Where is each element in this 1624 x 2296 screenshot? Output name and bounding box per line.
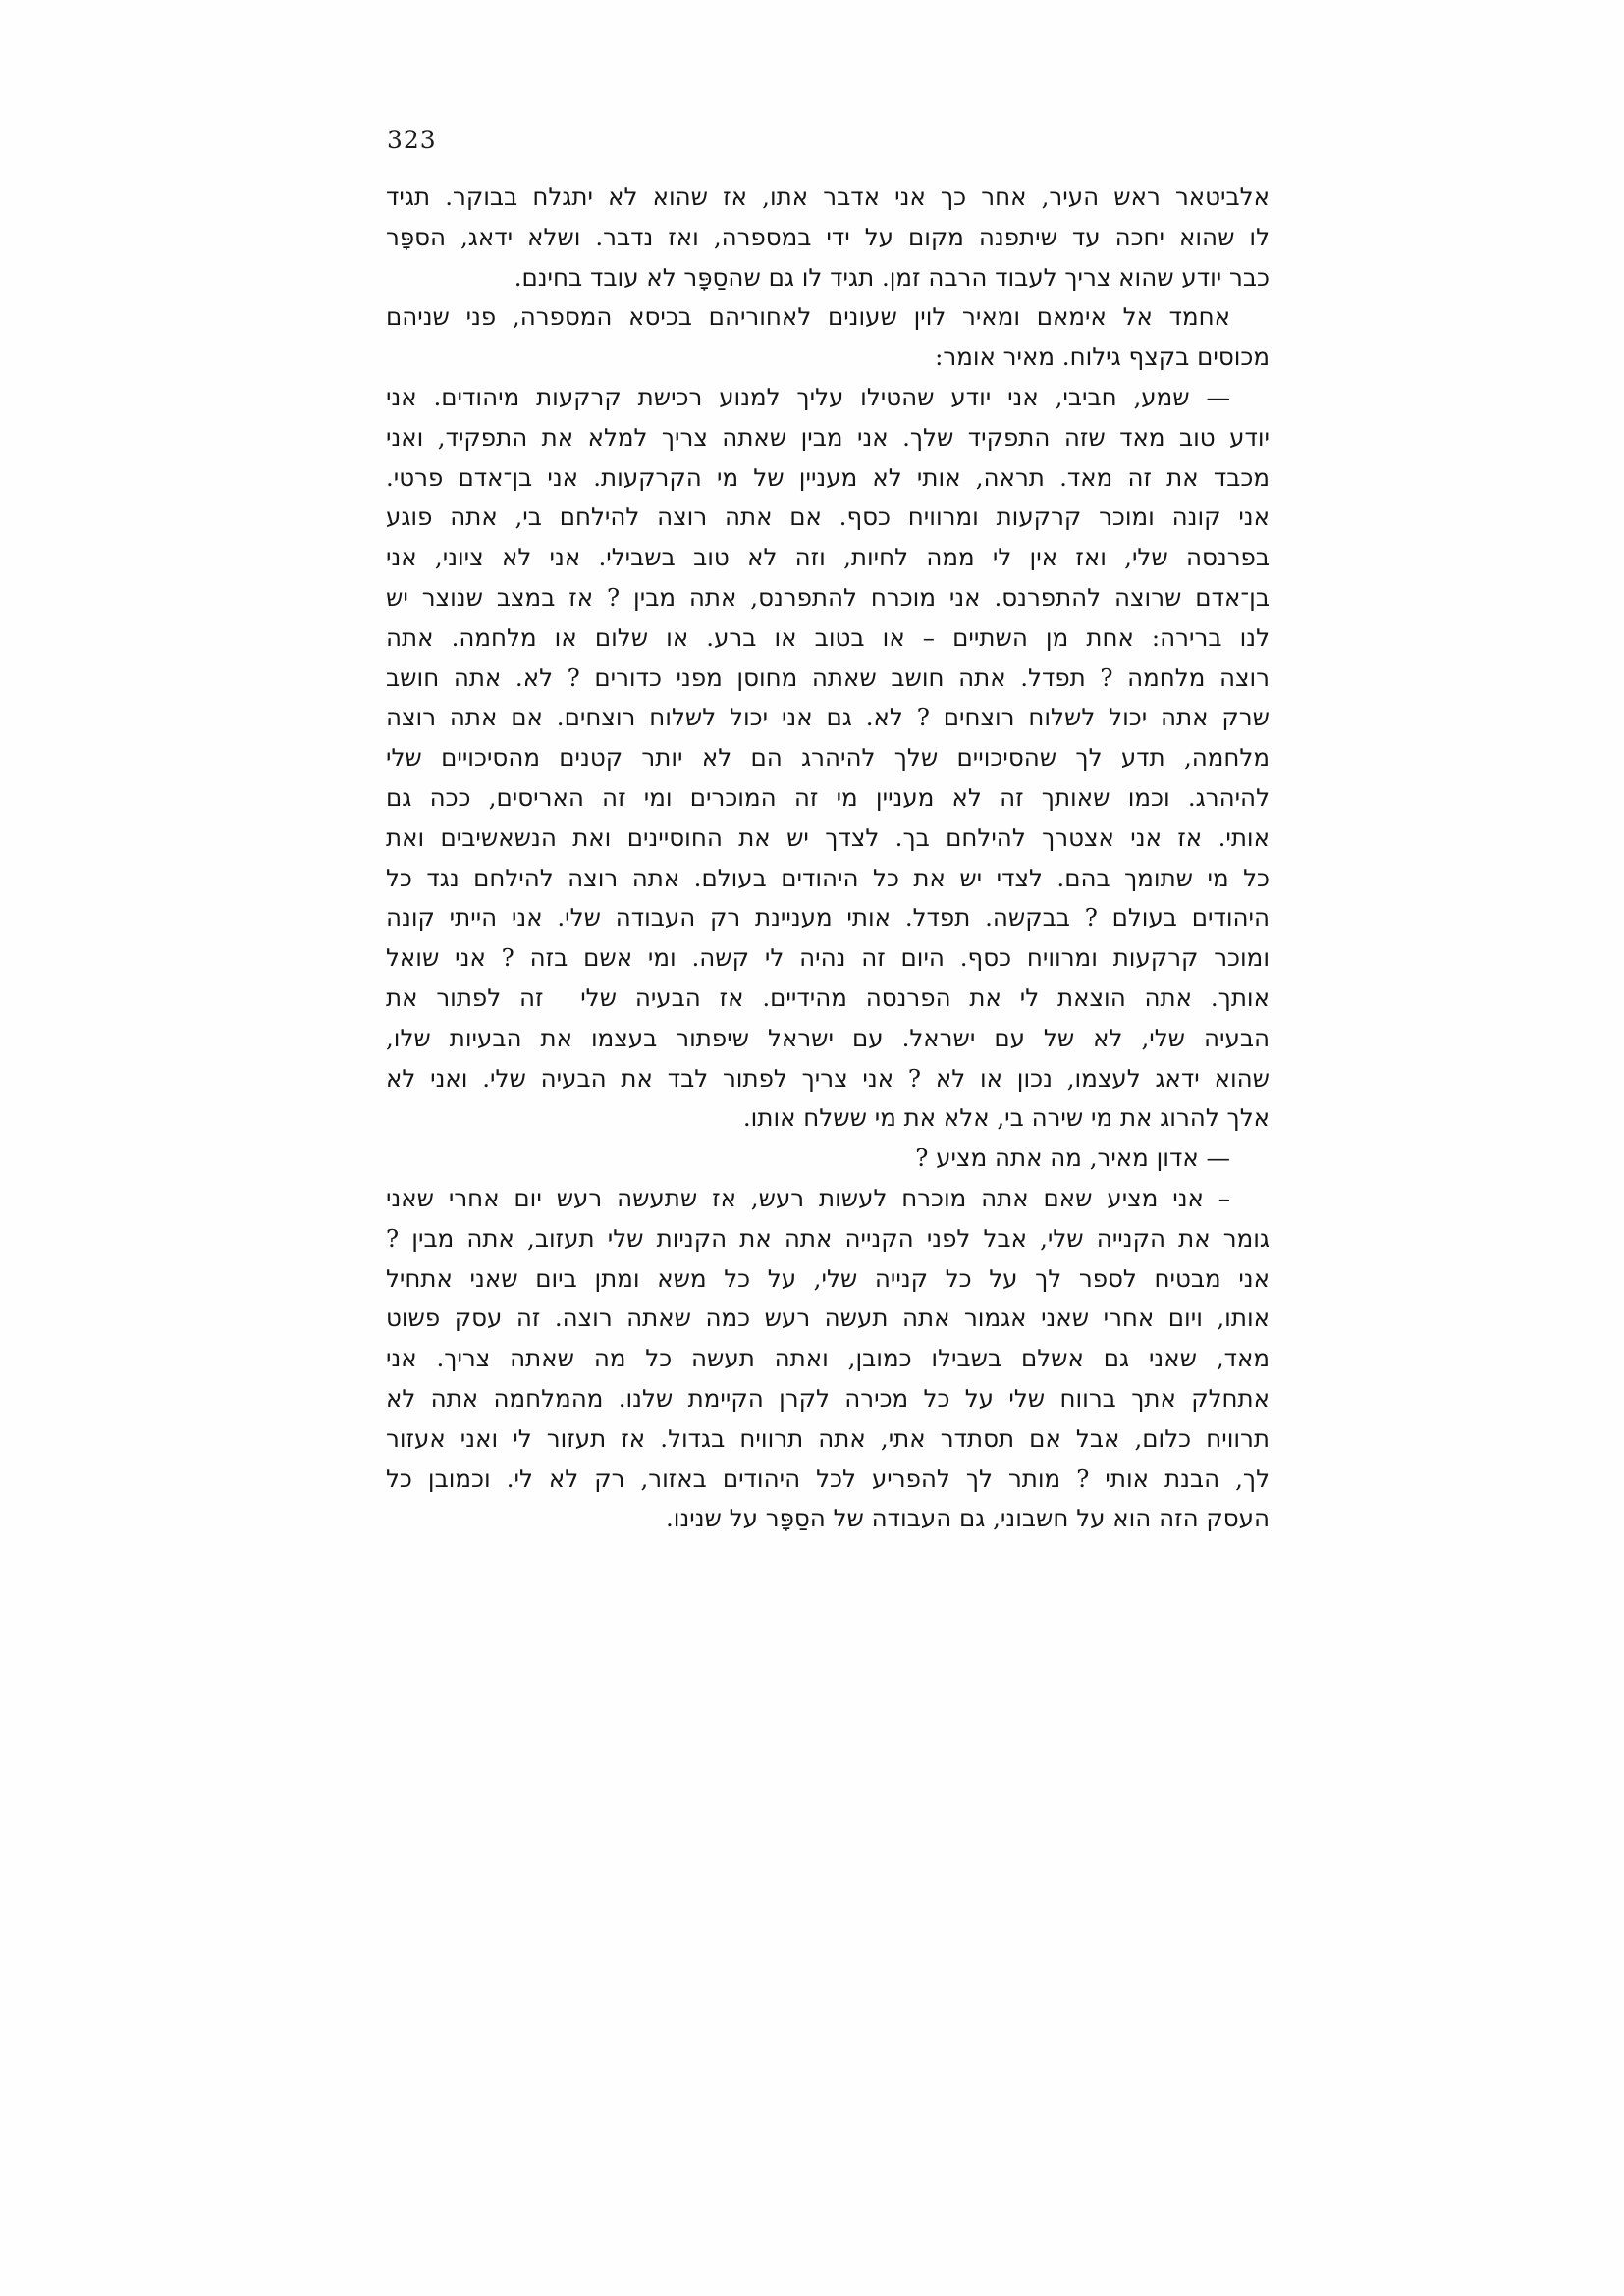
text-line: הבעיה שלי, לא של עם ישראל. עם ישראל שיפתור בעצמו את הבעיות שלו,	[386, 1023, 1270, 1052]
paragraph	[386, 1179, 1270, 1539]
text-line: — אדון מאיר, מה אתה מציע ?	[915, 1144, 1230, 1173]
text-line: אחמד אל אימאם ומאיר לוין שעונים לאחוריהם בכיסא המספרה, פני שניהם	[386, 302, 1230, 332]
text-line: בפרנסה שלי, ואז אין לי ממה לחיות, וזה לא טוב בשבילי. אני לא ציוני, אני	[386, 543, 1270, 572]
text-line: אותך. אתה הוצאת לי את הפרנסה מהידיים. אז הבעיה שלי זה לפתור את	[386, 983, 1270, 1012]
text-line: ומוכר קרקעות ומרוויח כסף. היום זה נהיה לי קשה. ומי אשם בזה ? אני שואל	[386, 943, 1270, 973]
text-line: גומר את הקנייה שלי, אבל לפני הקנייה אתה את הקניות שלי תעזוב, אתה מבין ?	[386, 1223, 1270, 1253]
text-line: רוצה מלחמה ? תפדל. אתה חושב שאתה מחוסן מפני כדורים ? לא. אתה חושב	[386, 663, 1270, 692]
text-line: אלביטאר ראש העיר, אחר כך אני אדבר אתו, אז שהוא לא יתגלח בבוקר. תגיד	[386, 183, 1270, 211]
text-line: שהוא ידאג לעצמו, נכון או לא ? אני צריך לפתור לבד את הבעיה שלי. ואני לא	[386, 1063, 1270, 1093]
text-line: מאד, שאני גם אשלם בשבילו כמובן, ואתה תעשה כל מה שאתה צריך. אני	[386, 1344, 1270, 1373]
paragraph	[386, 378, 1270, 1139]
text-line: לנו ברירה: אחת מן השתיים – או בטוב או ברע. או שלום או מלחמה. אתה	[386, 622, 1270, 652]
paragraph	[386, 178, 1270, 297]
page-number: 323	[387, 126, 437, 154]
text-line: לו שהוא יחכה עד שיתפנה מקום על ידי במספרה, ואז נדבר. ושלא ידאג, הספָּר	[386, 222, 1270, 251]
text-line: אני קונה ומוכר קרקעות ומרוויח כסף. אם אתה רוצה להילחם בי, אתה פוגע	[386, 503, 1270, 532]
text-line: כבר יודע שהוא צריך לעבוד הרבה זמן. תגיד לו גם שהסַפָּר לא עובד בחינם.	[514, 262, 1270, 292]
text-line: אותו, ויום אחרי שאני אגמור אתה תעשה רעש כמה שאתה רוצה. זה עסק פשוט	[386, 1304, 1270, 1333]
text-line: תרוויח כלום, אבל אם תסתדר אתי, אתה תרוויח בגדול. אז תעזור לי ואני אעזור	[386, 1423, 1270, 1453]
text-line: יודע טוב מאד שזה התפקיד שלך. אני מבין שאתה צריך למלא את התפקיד, ואני	[386, 422, 1270, 452]
text-line: אתחלק אתך ברווח שלי על כל מכירה לקרן הקיימת שלנו. מהמלחמה אתה לא	[386, 1383, 1270, 1413]
text-line: בן־אדם שרוצה להתפרנס. אני מוכרח להתפרנס, אתה מבין ? אז במצב שנוצר יש	[386, 582, 1270, 612]
text-line: – אני מציע שאם אתה מוכרח לעשות רעש, אז שתעשה רעש יום אחרי שאני	[386, 1183, 1230, 1212]
text-line: מכבד את זה מאד. תראה, אותי לא מעניין של מי הקרקעות. אני בן־אדם פרטי.	[386, 462, 1270, 492]
text-block	[386, 178, 1270, 1539]
text-line: העסק הזה הוא על חשבוני, גם העבודה של הסַפָּר על שנינו.	[665, 1504, 1270, 1533]
paragraph	[386, 1139, 1270, 1179]
text-line: אותי. אז אני אצטרך להילחם בך. לצדך יש את החוסיינים ואת הנשאשיבים ואת	[386, 823, 1270, 852]
text-line: מלחמה, תדע לך שהסיכויים שלך להיהרג הם לא יותר קטנים מהסיכויים שלי	[386, 743, 1270, 773]
text-line: כל מי שתומך בהם. לצדי יש את כל היהודים בעולם. אתה רוצה להילחם נגד כל	[386, 863, 1270, 892]
text-line: אני מבטיח לספר לך על כל קנייה שלי, על כל משא ומתן ביום שאני אתחיל	[386, 1263, 1270, 1293]
text-line: להיהרג. וכמו שאותך זה לא מעניין מי זה המוכרים ומי זה האריסים, ככה גם	[386, 782, 1270, 812]
text-line: — שמע, חביבי, אני יודע שהטילו עליך למנוע רכישת קרקעות מיהודים. אני	[386, 382, 1230, 411]
text-line: אלך להרוג את מי שירה בי, אלא את מי ששלח אותו.	[742, 1103, 1270, 1133]
text-line: היהודים בעולם ? בבקשה. תפדל. אותי מעניינת רק העבודה שלי. אני הייתי קונה	[386, 903, 1270, 933]
text-line: מכוסים בקצף גילוח. מאיר אומר:	[935, 343, 1270, 372]
text-line: לך, הבנת אותי ? מותר לך להפריע לכל היהודים באזור, רק לא לי. וכמובן כל	[386, 1464, 1270, 1493]
paragraph	[386, 297, 1270, 378]
text-line: שרק אתה יכול לשלוח רוצחים ? לא. גם אני יכול לשלוח רוצחים. אם אתה רוצה	[386, 703, 1270, 732]
